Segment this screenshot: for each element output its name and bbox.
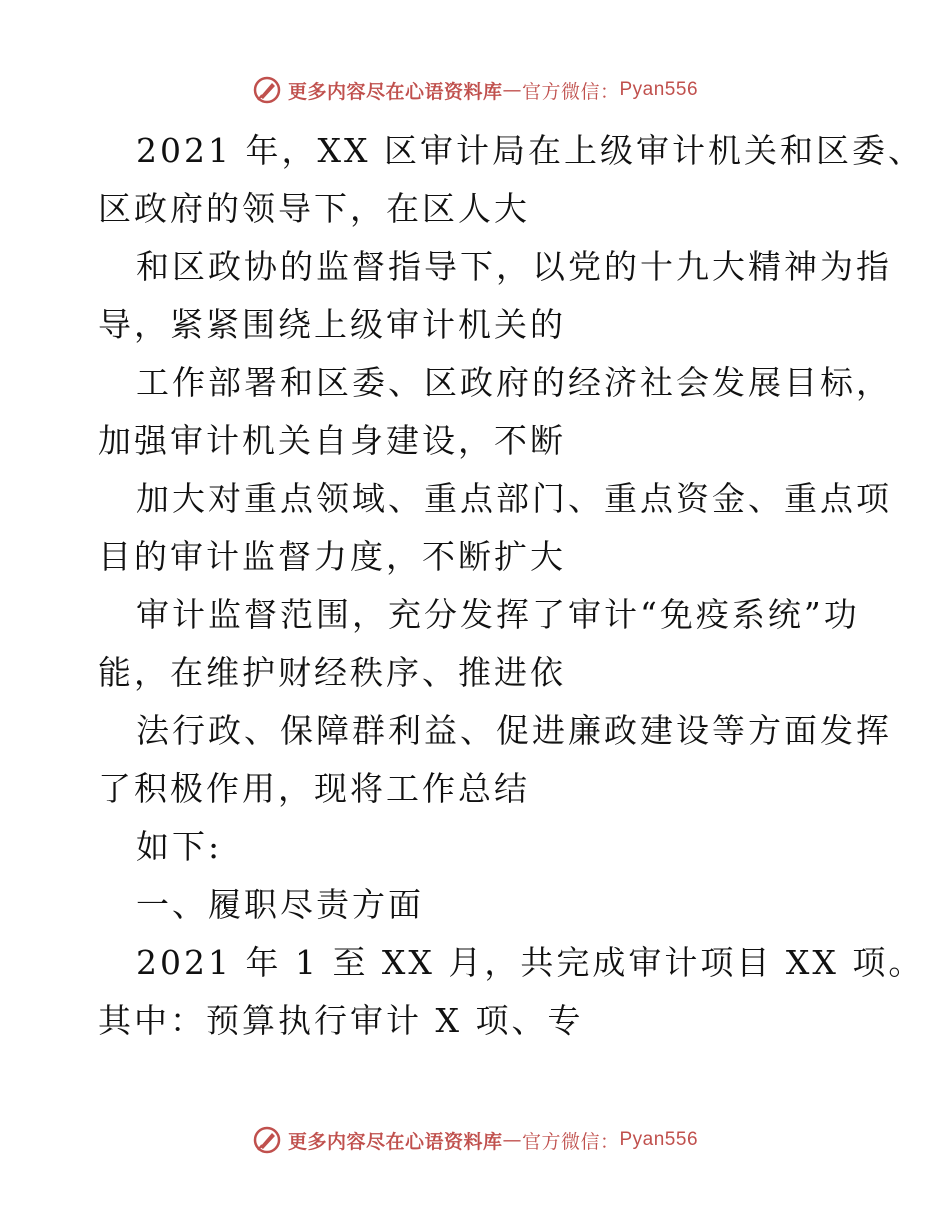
watermark-main-text: 更多内容尽在心语资料库 (287, 80, 503, 103)
document-line: 如下: (136, 827, 223, 866)
watermark-separator: — (502, 1129, 522, 1151)
watermark-wechat-id: Pyan556 (619, 1129, 699, 1150)
document-line: 2021 年 1 至 XX 月，共完成审计项目 XX 项。 (136, 943, 925, 982)
watermark-main-text: 更多内容尽在心语资料库 (287, 1130, 503, 1153)
document-line: 能，在维护财经秩序、推进依 (98, 653, 566, 692)
watermark-label: 官方微信： (521, 1130, 620, 1153)
quill-logo-icon (252, 1125, 282, 1155)
document-line: 目的审计监督力度，不断扩大 (98, 537, 566, 576)
document-line: 导，紧紧围绕上级审计机关的 (98, 305, 566, 344)
watermark-wechat-id: Pyan556 (619, 79, 699, 100)
document-line: 工作部署和区委、区政府的经济社会发展目标， (136, 363, 892, 402)
document-line: 加大对重点领域、重点部门、重点资金、重点项 (136, 479, 892, 518)
document-line: 其中：预算执行审计 X 项、专 (98, 1001, 584, 1040)
footer-watermark (0, 1120, 950, 1160)
watermark-label: 官方微信： (521, 80, 620, 103)
document-line: 审计监督范围，充分发挥了审计“免疫系统”功 (136, 595, 860, 634)
document-line: 一、履职尽责方面 (136, 885, 424, 924)
quill-logo-icon (252, 75, 282, 105)
document-body (98, 122, 925, 1050)
document-line: 区政府的领导下，在区人大 (98, 189, 530, 228)
document-line: 2021 年，XX 区审计局在上级审计机关和区委、 (136, 131, 924, 170)
document-line: 了积极作用，现将工作总结 (98, 769, 530, 808)
watermark-separator: — (502, 79, 522, 101)
document-line: 法行政、保障群利益、促进廉政建设等方面发挥 (136, 711, 892, 750)
document-line: 加强审计机关自身建设，不断 (98, 421, 566, 460)
document-line: 和区政协的监督指导下，以党的十九大精神为指 (136, 247, 892, 286)
header-watermark (0, 70, 950, 110)
